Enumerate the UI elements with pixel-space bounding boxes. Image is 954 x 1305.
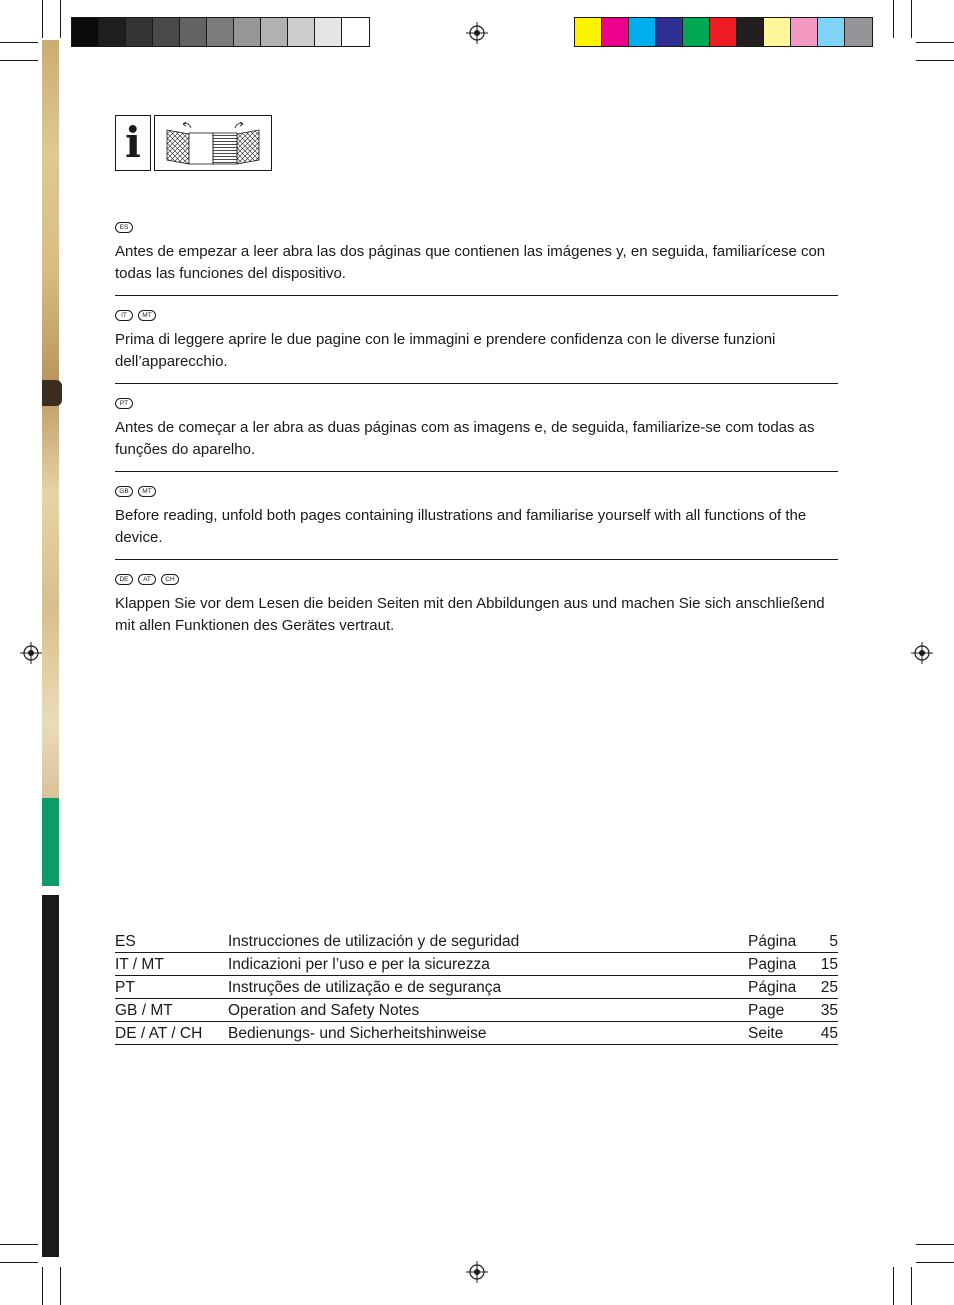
color-swatch xyxy=(288,18,315,46)
color-swatch xyxy=(602,18,629,46)
color-swatch xyxy=(261,18,288,46)
color-swatch xyxy=(99,18,126,46)
table-of-contents xyxy=(115,930,838,1045)
instruction-text: Before reading, unfold both pages containing illustrations and familiarise yourself with all functions of the device. xyxy=(115,507,807,546)
process-color-bar xyxy=(574,17,873,47)
divider xyxy=(115,383,838,384)
divider xyxy=(115,559,838,560)
color-swatch xyxy=(234,18,261,46)
color-swatch xyxy=(710,18,737,46)
color-swatch xyxy=(126,18,153,46)
crop-mark xyxy=(916,1244,954,1245)
toc-page-label: Page xyxy=(748,1001,785,1019)
instruction-text: Antes de começar a ler abra as duas páginas com as imagens e, de seguida, familiarize-se com todas as funções do aparelho. xyxy=(115,419,815,458)
grayscale-color-bar xyxy=(71,17,370,47)
color-swatch xyxy=(315,18,342,46)
toc-title: Instrucciones de utilización y de seguridad xyxy=(228,932,520,950)
color-swatch xyxy=(791,18,818,46)
language-codes xyxy=(115,486,838,498)
crop-mark xyxy=(0,1244,38,1245)
toc-page-label: Pagina xyxy=(748,955,797,973)
instruction-text: Prima di leggere aprire le due pagine con le immagini e prendere confidenza con le diverse funzioni dell’apparecchio. xyxy=(115,331,776,370)
toc-language: ES xyxy=(115,932,136,950)
instruction-text: Klappen Sie vor dem Lesen die beiden Seiten mit den Abbildungen aus und machen Sie sich anschließend mit allen Funktionen des Gerätes vertraut. xyxy=(115,595,825,634)
language-code-badge: CH xyxy=(161,574,179,585)
color-swatch xyxy=(342,18,369,46)
divider xyxy=(115,295,838,296)
color-swatch xyxy=(575,18,602,46)
crop-mark xyxy=(0,42,38,43)
language-codes xyxy=(115,574,838,586)
language-block-gb-mt xyxy=(115,486,838,549)
language-code-badge: DE xyxy=(115,574,133,585)
language-code-badge: MT xyxy=(138,310,156,321)
edge-photo-strip xyxy=(42,40,59,798)
crop-mark xyxy=(916,42,954,43)
toc-language: PT xyxy=(115,978,135,996)
toc-title: Instruções de utilização e de segurança xyxy=(228,978,502,996)
crop-mark xyxy=(42,0,43,38)
registration-target-icon xyxy=(466,22,488,44)
language-codes xyxy=(115,222,838,234)
color-swatch xyxy=(737,18,764,46)
language-code-badge: IT xyxy=(115,310,133,321)
color-swatch xyxy=(153,18,180,46)
crop-mark xyxy=(60,0,61,38)
toc-page-label: Seite xyxy=(748,1024,784,1042)
toc-row[interactable] xyxy=(115,1022,838,1045)
toc-page-number: 5 xyxy=(829,932,838,950)
crop-mark xyxy=(911,1267,912,1305)
color-swatch xyxy=(180,18,207,46)
crop-mark xyxy=(916,60,954,61)
edge-photo-detail xyxy=(42,380,62,406)
toc-title: Bedienungs- und Sicherheitshinweise xyxy=(228,1024,487,1042)
crop-mark xyxy=(60,1267,61,1305)
language-block-es xyxy=(115,222,838,285)
toc-page-number: 45 xyxy=(820,1024,838,1042)
fold-out-pages-icon xyxy=(154,115,272,171)
crop-mark xyxy=(0,1262,38,1263)
language-codes xyxy=(115,398,838,410)
instruction-text: Antes de empezar a leer abra las dos páginas que contienen las imágenes y, en seguida, familiarícese con todas las funciones del dispositivo. xyxy=(115,243,826,282)
toc-page-number: 25 xyxy=(820,978,838,996)
language-code-badge: MT xyxy=(138,486,156,497)
color-swatch xyxy=(629,18,656,46)
toc-row[interactable] xyxy=(115,953,838,976)
color-swatch xyxy=(818,18,845,46)
toc-page-label: Página xyxy=(748,932,797,950)
toc-title: Operation and Safety Notes xyxy=(228,1001,420,1019)
color-swatch xyxy=(764,18,791,46)
crop-mark xyxy=(42,1267,43,1305)
toc-language: IT / MT xyxy=(115,955,164,973)
toc-title: Indicazioni per l’uso e per la sicurezza xyxy=(228,955,490,973)
language-code-badge: AT xyxy=(138,574,156,585)
language-code-badge: GB xyxy=(115,486,133,497)
toc-language: GB / MT xyxy=(115,1001,173,1019)
toc-row[interactable] xyxy=(115,976,838,999)
language-block-it-mt xyxy=(115,310,838,373)
toc-language: DE / AT / CH xyxy=(115,1024,203,1042)
color-swatch xyxy=(683,18,710,46)
language-code-badge: PT xyxy=(115,398,133,409)
toc-row[interactable] xyxy=(115,999,838,1022)
edge-green-tab xyxy=(42,798,59,886)
crop-mark xyxy=(893,0,894,38)
registration-target-icon xyxy=(466,1261,488,1283)
info-icon xyxy=(115,115,151,171)
crop-mark xyxy=(911,0,912,38)
language-code-badge: ES xyxy=(115,222,133,233)
color-swatch xyxy=(207,18,234,46)
language-block-de-at-ch xyxy=(115,574,838,637)
toc-page-number: 15 xyxy=(820,955,838,973)
toc-page-label: Página xyxy=(748,978,797,996)
language-block-pt xyxy=(115,398,838,461)
color-swatch xyxy=(72,18,99,46)
registration-target-icon xyxy=(20,642,42,664)
toc-row[interactable] xyxy=(115,930,838,953)
color-swatch xyxy=(845,18,872,46)
info-letter: i xyxy=(125,118,141,167)
crop-mark xyxy=(0,60,38,61)
divider xyxy=(115,471,838,472)
color-swatch xyxy=(656,18,683,46)
registration-target-icon xyxy=(911,642,933,664)
edge-black-tab xyxy=(42,895,59,1257)
toc-page-number: 35 xyxy=(820,1001,838,1019)
crop-mark xyxy=(916,1262,954,1263)
language-codes xyxy=(115,310,838,322)
crop-mark xyxy=(893,1267,894,1305)
